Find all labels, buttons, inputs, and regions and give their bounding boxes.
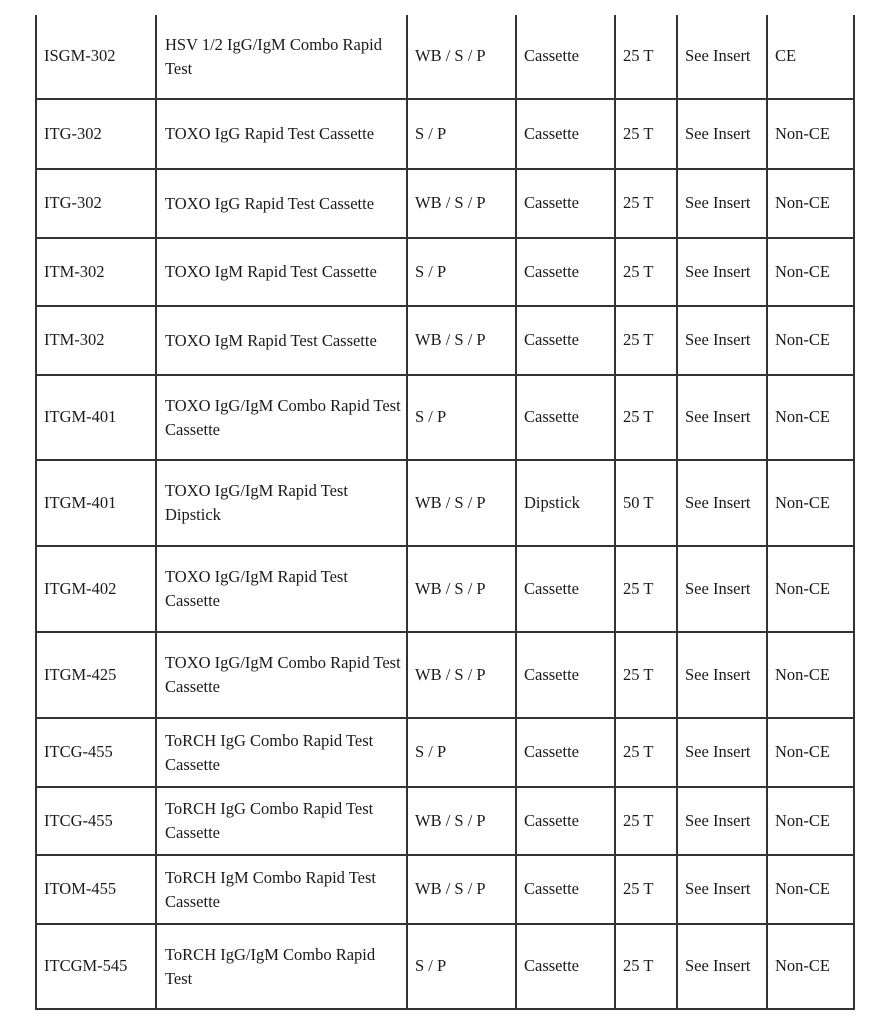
- product-description-cell: ToRCH IgM Combo Rapid Test Cassette: [156, 855, 407, 924]
- product-description-cell: TOXO IgG/IgM Rapid Test Cassette: [156, 546, 407, 632]
- product-code-cell: ITGM-401: [36, 460, 156, 546]
- pack-size-cell: 25 T: [615, 375, 677, 460]
- certification-cell: Non-CE: [767, 718, 854, 787]
- product-code-cell: ITGM-401: [36, 375, 156, 460]
- certification-cell: Non-CE: [767, 460, 854, 546]
- pack-size-cell: 25 T: [615, 169, 677, 238]
- product-description-cell: ToRCH IgG Combo Rapid Test Cassette: [156, 718, 407, 787]
- product-description-cell: TOXO IgM Rapid Test Cassette: [156, 238, 407, 306]
- certification-cell: CE: [767, 15, 854, 99]
- cutoff-cell: See Insert: [677, 169, 767, 238]
- certification-cell: Non-CE: [767, 169, 854, 238]
- table-row: [36, 169, 854, 238]
- cutoff-cell: See Insert: [677, 306, 767, 375]
- specimen-cell: WB / S / P: [407, 15, 516, 99]
- cutoff-cell: See Insert: [677, 855, 767, 924]
- table-row: [36, 99, 854, 169]
- format-cell: Cassette: [516, 632, 615, 718]
- pack-size-cell: 50 T: [615, 460, 677, 546]
- product-description-cell: TOXO IgG/IgM Rapid Test Dipstick: [156, 460, 407, 546]
- table-row: [36, 460, 854, 546]
- product-description-cell: TOXO IgG Rapid Test Cassette: [156, 169, 407, 238]
- pack-size-cell: 25 T: [615, 546, 677, 632]
- format-cell: Cassette: [516, 546, 615, 632]
- table-row: [36, 787, 854, 855]
- product-code-cell: ITGM-425: [36, 632, 156, 718]
- product-code-cell: ITOM-455: [36, 855, 156, 924]
- product-code-cell: ISGM-302: [36, 15, 156, 99]
- certification-cell: Non-CE: [767, 924, 854, 1009]
- pack-size-cell: 25 T: [615, 718, 677, 787]
- certification-cell: Non-CE: [767, 99, 854, 169]
- specimen-cell: WB / S / P: [407, 546, 516, 632]
- certification-cell: Non-CE: [767, 632, 854, 718]
- product-description-cell: TOXO IgG Rapid Test Cassette: [156, 99, 407, 169]
- format-cell: Cassette: [516, 787, 615, 855]
- product-description-cell: TOXO IgM Rapid Test Cassette: [156, 306, 407, 375]
- format-cell: Cassette: [516, 15, 615, 99]
- pack-size-cell: 25 T: [615, 787, 677, 855]
- pack-size-cell: 25 T: [615, 924, 677, 1009]
- pack-size-cell: 25 T: [615, 632, 677, 718]
- cutoff-cell: See Insert: [677, 924, 767, 1009]
- specimen-cell: S / P: [407, 375, 516, 460]
- pack-size-cell: 25 T: [615, 855, 677, 924]
- table-row: [36, 718, 854, 787]
- table-row: [36, 924, 854, 1009]
- pack-size-cell: 25 T: [615, 15, 677, 99]
- cutoff-cell: See Insert: [677, 787, 767, 855]
- certification-cell: Non-CE: [767, 306, 854, 375]
- specimen-cell: WB / S / P: [407, 632, 516, 718]
- table-row: [36, 855, 854, 924]
- product-code-cell: ITM-302: [36, 306, 156, 375]
- specimen-cell: WB / S / P: [407, 169, 516, 238]
- cutoff-cell: See Insert: [677, 460, 767, 546]
- certification-cell: Non-CE: [767, 238, 854, 306]
- cutoff-cell: See Insert: [677, 718, 767, 787]
- specimen-cell: WB / S / P: [407, 306, 516, 375]
- specimen-cell: S / P: [407, 718, 516, 787]
- cutoff-cell: See Insert: [677, 99, 767, 169]
- table-row: [36, 375, 854, 460]
- product-description-cell: HSV 1/2 IgG/IgM Combo Rapid Test: [156, 15, 407, 99]
- product-code-cell: ITG-302: [36, 169, 156, 238]
- certification-cell: Non-CE: [767, 787, 854, 855]
- specimen-cell: S / P: [407, 924, 516, 1009]
- pack-size-cell: 25 T: [615, 238, 677, 306]
- format-cell: Cassette: [516, 306, 615, 375]
- product-code-cell: ITM-302: [36, 238, 156, 306]
- product-description-cell: ToRCH IgG/IgM Combo Rapid Test: [156, 924, 407, 1009]
- table-row: [36, 306, 854, 375]
- product-description-cell: TOXO IgG/IgM Combo Rapid Test Cassette: [156, 375, 407, 460]
- product-code-cell: ITCG-455: [36, 718, 156, 787]
- format-cell: Cassette: [516, 924, 615, 1009]
- cutoff-cell: See Insert: [677, 238, 767, 306]
- product-code-cell: ITGM-402: [36, 546, 156, 632]
- product-description-cell: ToRCH IgG Combo Rapid Test Cassette: [156, 787, 407, 855]
- table-row: [36, 632, 854, 718]
- table-body: [36, 15, 854, 1009]
- certification-cell: Non-CE: [767, 375, 854, 460]
- cutoff-cell: See Insert: [677, 15, 767, 99]
- table-row: [36, 238, 854, 306]
- cutoff-cell: See Insert: [677, 546, 767, 632]
- pack-size-cell: 25 T: [615, 306, 677, 375]
- specimen-cell: WB / S / P: [407, 787, 516, 855]
- pack-size-cell: 25 T: [615, 99, 677, 169]
- format-cell: Cassette: [516, 855, 615, 924]
- certification-cell: Non-CE: [767, 546, 854, 632]
- table-row: [36, 15, 854, 99]
- specimen-cell: S / P: [407, 238, 516, 306]
- format-cell: Cassette: [516, 99, 615, 169]
- format-cell: Cassette: [516, 169, 615, 238]
- product-description-cell: TOXO IgG/IgM Combo Rapid Test Cassette: [156, 632, 407, 718]
- cutoff-cell: See Insert: [677, 632, 767, 718]
- format-cell: Cassette: [516, 238, 615, 306]
- specimen-cell: WB / S / P: [407, 855, 516, 924]
- product-code-cell: ITCG-455: [36, 787, 156, 855]
- format-cell: Cassette: [516, 718, 615, 787]
- format-cell: Cassette: [516, 375, 615, 460]
- product-table: [35, 15, 855, 1010]
- product-code-cell: ITG-302: [36, 99, 156, 169]
- table-row: [36, 546, 854, 632]
- cutoff-cell: See Insert: [677, 375, 767, 460]
- format-cell: Dipstick: [516, 460, 615, 546]
- product-code-cell: ITCGM-545: [36, 924, 156, 1009]
- specimen-cell: WB / S / P: [407, 460, 516, 546]
- certification-cell: Non-CE: [767, 855, 854, 924]
- specimen-cell: S / P: [407, 99, 516, 169]
